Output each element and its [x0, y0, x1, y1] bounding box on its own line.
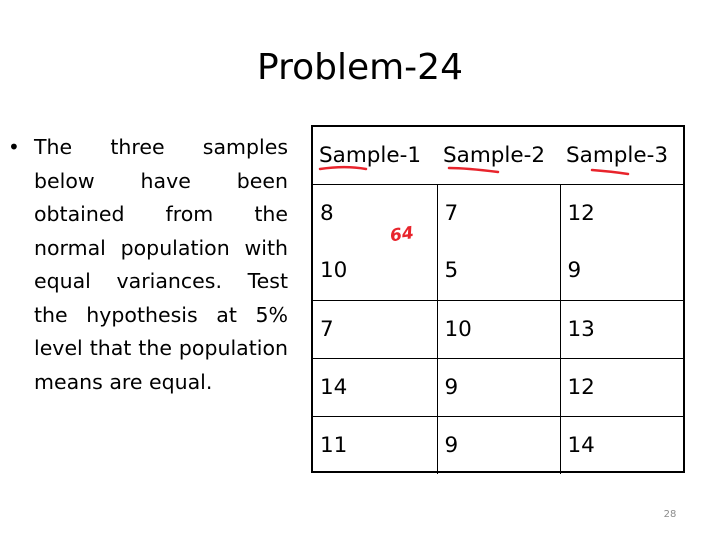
- table-row: [313, 416, 683, 474]
- table-cell: 11: [320, 432, 348, 458]
- table-cell: 9: [560, 242, 683, 300]
- header-sample-2: Sample-2: [437, 127, 560, 184]
- table-cell: 13: [560, 300, 683, 358]
- header-sample-3: Sample-3: [560, 127, 683, 184]
- table-cell: 12: [560, 358, 683, 416]
- table-row: [313, 184, 683, 242]
- problem-statement: The three samples below have been obtained from the normal population with equal variances. Test the hypothesis at 5% level that the population means are equal.: [34, 135, 288, 394]
- table-header-row: [313, 127, 683, 184]
- table-cell: 8: [320, 200, 334, 226]
- table-row: [313, 358, 683, 416]
- bullet-marker: •: [8, 135, 20, 159]
- table-cell: 10: [437, 300, 560, 358]
- table-cell: 12: [560, 184, 683, 242]
- table-cell: 14: [560, 416, 683, 474]
- table-cell: 5: [437, 242, 560, 300]
- table-cell: 10: [313, 242, 437, 300]
- table-row: [313, 242, 683, 300]
- table-cell: 14: [313, 358, 437, 416]
- slide-title: Problem-24: [257, 47, 463, 88]
- header-sample-1: Sample-1: [313, 127, 437, 184]
- handwritten-note-text: 64: [388, 223, 416, 247]
- table-cell: 9: [437, 358, 560, 416]
- table-row: [313, 300, 683, 358]
- table-cell: 7: [437, 184, 560, 242]
- table-cell: 9: [437, 416, 560, 474]
- samples-table-container: [311, 125, 685, 473]
- page-number: 28: [663, 509, 677, 520]
- samples-table: [313, 127, 683, 474]
- table-cell: 7: [313, 300, 437, 358]
